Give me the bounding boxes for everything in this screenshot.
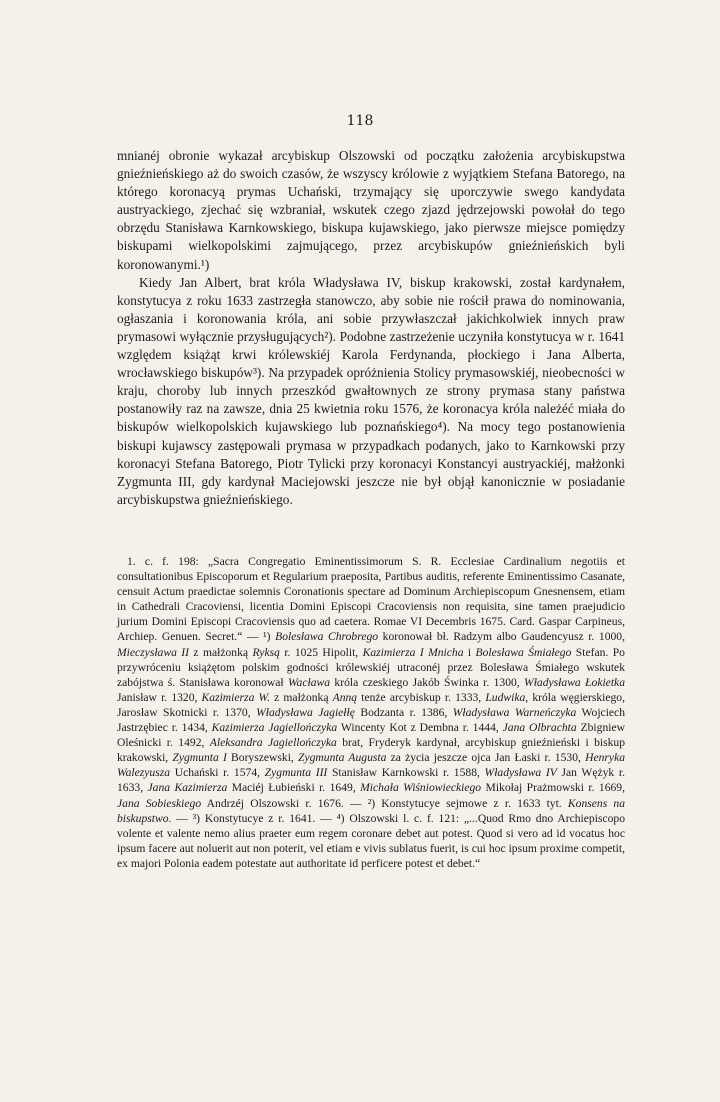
italic-name: Kazimierza Jagiellończyka: [211, 721, 338, 735]
italic-name: Władysława IV: [484, 766, 557, 780]
italic-name: Władysława Warneńczyka: [452, 705, 577, 719]
italic-name: Ludwika: [485, 690, 526, 704]
italic-name: Jana Sobieskiego: [117, 796, 202, 810]
page-number: 118: [346, 113, 374, 129]
italic-name: Jana Kazimierza: [147, 781, 228, 795]
italic-name: Zygmunta Augusta: [298, 751, 387, 765]
italic-name: Zygmunta I: [172, 751, 227, 765]
footnote-block: 1. c. f. 198: „Sacra Congregatio Eminentissimorum S. R. Ecclesiae Cardinalium negotiis et consultationibus Episcoporum et Regularium praeposita, Partibus auditis, referente Eminentissimo Casanate, censuit Actum praedictae solemnis Coronationis spectare ad Dominum Archiepiscopum Gnesnensem, etiam in Cathedrali Cracoviensi, licentia Domini Episcopi Cracoviensis non requisita, sine tamen praejudicio jurium Domini Episcopi Cracoviensis quo ad caetera. Romae VI Decembris 1675. Card. Gaspar Carpineus, Archiep. Genuen. Secret.“ — ¹) Bolesława Chrobrego koronował bł. Radzym albo Gaudencyusz r. 1000, Mieczysława II z małżonką Ryksą r. 1025 Hipolit, Kazimierza I Mnicha i Bolesława Śmiałego Stefan. Po przywróceniu książętom polskim godności królewskiéj utraconéj przez Bolesława Śmiałego wskutek zabójstwa ś. Stanisława koronował Wacława króla czeskiego Jakób Świnka r. 1300, Władysława Łokietka Janisław r. 1320, Kazimierza W. z małżonką Anną tenże arcybiskup r. 1333, Ludwika, króla węgierskiego, Jarosław Skotnicki r. 1370, Władysława Jagiełłę Bodzanta r. 1386, Władysława Warneńczyka Wojciech Jastrzębiec r. 1434, Kazimierza Jagiellończyka Wincenty Kot z Dembna r. 1444, Jana Olbrachta Zbigniew Oleśnicki r. 1492, Aleksandra Jagiellończyka brat, Fryderyk kardynał, arcybiskup gnieźnieński i biskup krakowski, Zygmunta I Boryszewski, Zygmunta Augusta za życia jeszcze ojca Jan Łaski r. 1530, Henryka Walezyusza Uchański r. 1574, Zygmunta III Stanisław Karnkowski r. 1588, Władysława IV Jan Wężyk r. 1633, Jana Kazimierza Maciéj Łubieński r. 1649, Michała Wiśniowieckiego Mikołaj Prażmowski r. 1669, Jana Sobieskiego Andrzéj Olszowski r. 1676. — ²) Konstytucye sejmowe z r. 1633 tyt. Konsens na biskupstwo. — ³) Konstytucye z r. 1641. — ⁴) Olszowski l. c. f. 121: „...Quod Rmo dno Archiepiscopo volente et valente nemo alius praeter eum regem coronare debet aut potest. Quod si vero ad id vocatus hoc ipsum facere aut noluerit aut non poterit, vel etiam e vivis sublatus fuerit, is cui hoc ipsum proxime competit, ex majori Polonia eadem potestate aut authoritate id perficere potest et debet.“: [117, 555, 626, 870]
italic-name: Wacława: [287, 675, 331, 689]
italic-name: Władysława Jagiełłę: [256, 705, 355, 719]
italic-name: Kazimierza I Mnicha: [362, 645, 464, 659]
italic-name: Konsens na biskupstwo: [117, 796, 626, 825]
italic-name: Bolesława Śmiałego: [475, 645, 572, 659]
italic-name: Henryka Walezyusza: [117, 751, 626, 780]
italic-name: Zygmunta III: [264, 766, 328, 780]
paragraph: Kiedy Jan Albert, brat króla Władysława IV, biskup krakowski, został kardynałem, konstytucya z roku 1633 zastrzegła stanowczo, aby sobie nie rościł prawa do nominowania, ogłaszania i koronowania króla, ani sobie przywłaszczał jakichkolwiek innych praw prymasowi wyłącznie przysługujących²). Podobne zastrzeżenie uczyniła konstytucya w r. 1641 względem książąt krwi królewskiéj Karola Ferdynanda, płockiego i Jana Alberta, wrocławskiego biskupów³). Na przypadek opróżnienia Stolicy prymasowskiéj, nieobecności w kraju, choroby lub innych przeszkód gwałtownych ze strony prymasa stany państwa postanowiły raz na zawsze, dnia 25 kwietnia roku 1576, że koronacya króla należéć miała do biskupów wielkopolskich kujawskiego lub poznańskiego⁴). Na mocy tego postanowienia biskupi kujawscy zastępowali prymasa w przypadkach podanych, jako to Karnkowski przy koronacyi Stefana Batorego, Piotr Tylicki przy koronacyi Konstancyi austryackiéj, małżonki Zygmunta III, gdy kardynał Maciejowski jeszcze nie był objął kanonicznie w posiadanie arcybiskupstwa gnieźnieńskiego.: [117, 274, 625, 507]
paragraph: mnianéj obronie wykazał arcybiskup Olszowski od początku założenia arcybiskupstwa gnieźnieńskiego aż do swoich czasów, że wszyscy królowie z wyjątkiem Stefana Batorego, na którego koronacyą prymas Uchański, trzymający się uporczywie swego kandydata austryackiego, zjechać się wzbraniał, wskutek czego zjazd jędrzejowski powołał do tego obrzędu Stanisława Karnkowskiego, biskupa kujawskiego, jako pierwsze miejsce pomiędzy biskupami wielkopolskimi zajmującego, przez arcybiskupów gnieźnieńskich byli koronowanymi.¹): [117, 148, 625, 272]
italic-name: Bolesława Chrobrego: [275, 630, 379, 644]
italic-name: Michała Wiśniowieckiego: [360, 781, 482, 795]
footnotes: [117, 554, 625, 871]
italic-name: Aleksandra Jagiellończyka: [209, 736, 337, 750]
italic-name: Jana Olbrachta: [502, 721, 577, 735]
italic-name: Kazimierza W.: [201, 690, 270, 704]
italic-name: Anną: [332, 690, 358, 704]
italic-name: Mieczysława II: [117, 645, 190, 659]
italic-name: Władysława Łokietka: [524, 675, 625, 689]
italic-name: Ryksą: [252, 645, 280, 659]
main-text: [117, 147, 625, 509]
